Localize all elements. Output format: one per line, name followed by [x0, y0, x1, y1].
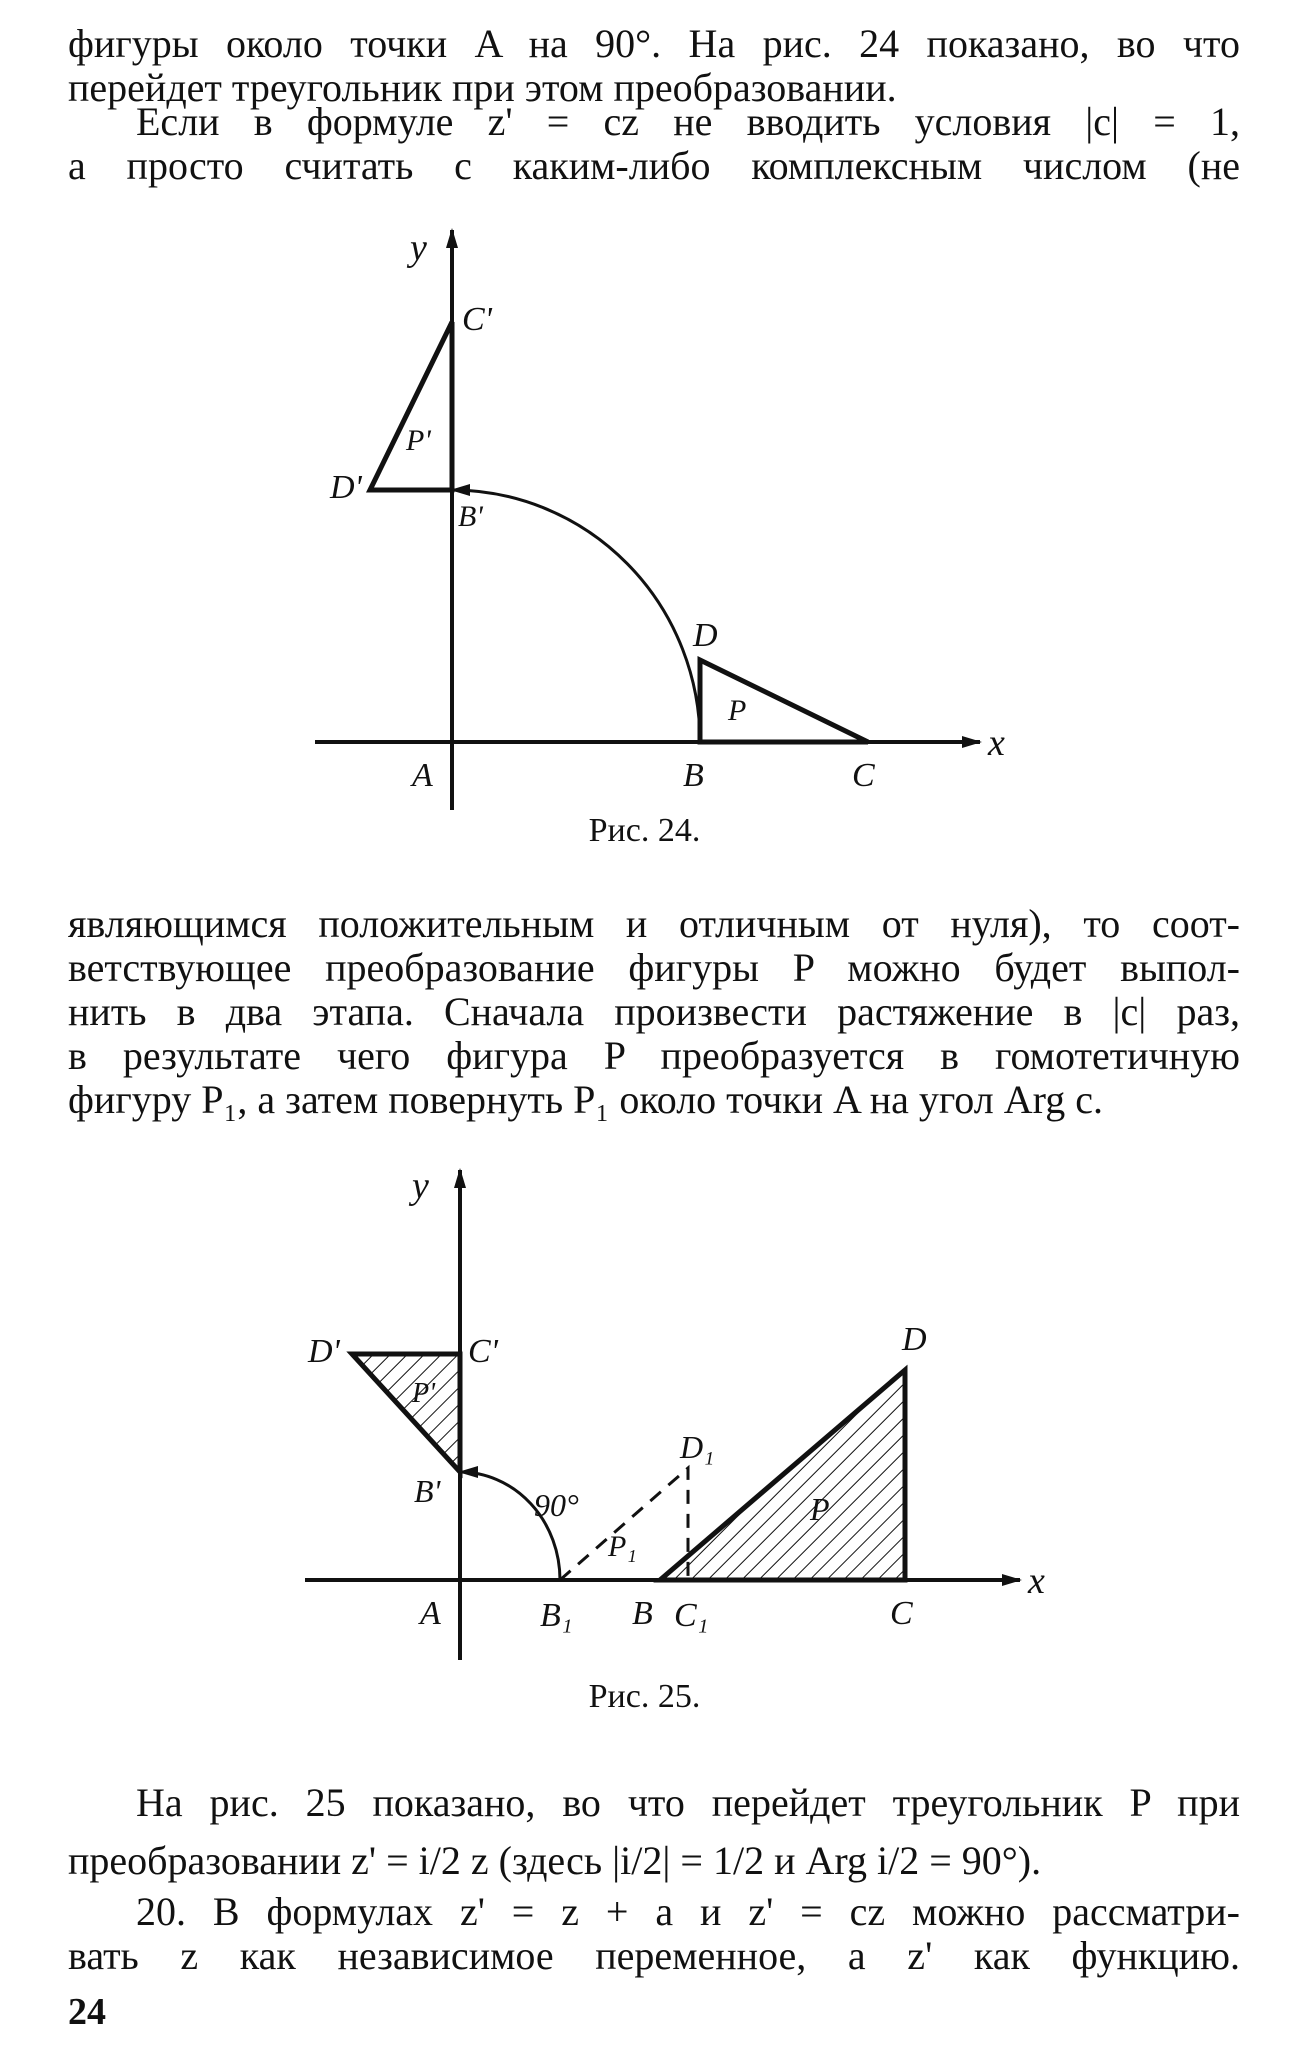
- label-d: D: [902, 1321, 927, 1358]
- triangle-p: [700, 660, 868, 742]
- label-p: P: [728, 694, 747, 727]
- label-b: B: [683, 757, 704, 794]
- page-number: 24: [68, 1991, 106, 2033]
- text-line: Если в формуле z' = cz не вводить условия |c| = 1,: [136, 99, 1240, 144]
- text-line: ветствующее преобразование фигуры P можно будет выпол-: [68, 945, 1240, 990]
- text-line: перейдет треугольник при этом преобразовании.: [68, 65, 897, 110]
- figure-24-caption: Рис. 24.: [588, 812, 701, 849]
- label-d-prime: D': [308, 1333, 340, 1370]
- rotation-arc: [452, 490, 700, 742]
- label-c-prime: C': [462, 301, 492, 338]
- text-line: являющимся положительным и отличным от нуля), то соот-: [68, 901, 1240, 946]
- label-b1: B₁: [540, 1597, 573, 1634]
- label-c: C: [890, 1595, 913, 1632]
- text-line: На рис. 25 показано, во что перейдет треугольник P при: [136, 1780, 1240, 1825]
- text-line: фигуры около точки A на 90°. На рис. 24 показано, во что: [68, 21, 1240, 66]
- label-y: y: [412, 1165, 429, 1207]
- label-b-prime: B': [458, 500, 483, 533]
- label-y: y: [410, 227, 427, 269]
- triangle-p: [660, 1370, 905, 1580]
- second-paragraph: [68, 100, 1240, 188]
- label-c: C: [852, 757, 875, 794]
- fourth-paragraph: [68, 1774, 1240, 1890]
- label-a: A: [412, 757, 433, 794]
- top-paragraph: [68, 22, 1240, 110]
- label-angle: 90°: [534, 1487, 579, 1523]
- label-p-prime: P': [412, 1378, 436, 1409]
- label-c-prime: C': [468, 1333, 498, 1370]
- label-x: x: [1028, 1560, 1045, 1602]
- label-d: D: [693, 617, 718, 654]
- triangle-p-prime: [352, 1354, 460, 1472]
- figure-24: [0, 200, 1289, 840]
- triangle-p1: [560, 1468, 688, 1580]
- text-line: фигуру P₁, а затем повернуть P₁ около точки A на угол Arg c.: [68, 1077, 1103, 1122]
- text-line: нить в два этапа. Сначала произвести растяжение в |c| раз,: [68, 989, 1240, 1034]
- label-p: P: [810, 1491, 830, 1527]
- third-paragraph: [68, 902, 1240, 1122]
- label-x: x: [988, 722, 1005, 764]
- text-line: а просто считать c каким-либо комплексным числом (не: [68, 143, 1240, 188]
- label-d1: D₁: [680, 1429, 715, 1465]
- label-c1: C₁: [674, 1597, 709, 1634]
- label-b-prime: B': [414, 1473, 441, 1509]
- label-a: A: [420, 1595, 441, 1632]
- label-d-prime: D': [330, 469, 362, 506]
- text-line: 20. В формулах z' = z + a и z' = cz можно рассматри-: [136, 1889, 1240, 1934]
- figure-25-caption: Рис. 25.: [588, 1678, 701, 1715]
- triangle-p-prime: [370, 322, 452, 490]
- text-line: в результате чего фигура P преобразуется в гомотетичную: [68, 1033, 1240, 1078]
- label-b: B: [632, 1595, 653, 1632]
- text-line: вать z как независимое переменное, а z' как функцию.: [68, 1933, 1240, 1978]
- label-p1: P₁: [608, 1530, 637, 1563]
- fifth-paragraph: [68, 1890, 1240, 1978]
- figure-25: [0, 1150, 1289, 1670]
- label-p-prime: P': [406, 424, 431, 457]
- text-line: преобразовании z' = i/2 z (здесь |i/2| = 1/2 и Arg i/2 = 90°).: [68, 1838, 1042, 1883]
